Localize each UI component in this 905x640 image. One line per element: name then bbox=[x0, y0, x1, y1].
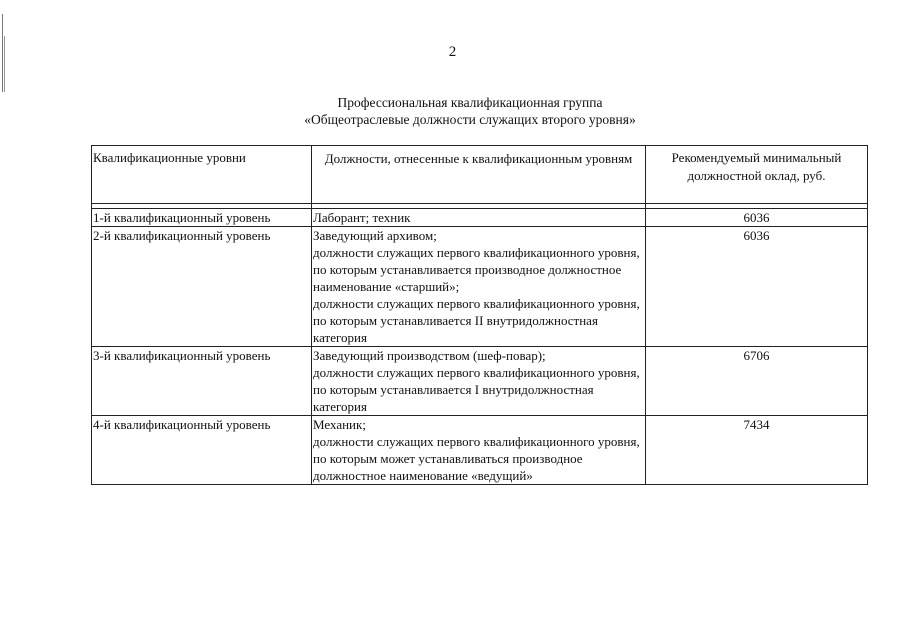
page-number: 2 bbox=[448, 44, 457, 60]
position-text: Механик; bbox=[313, 417, 366, 432]
positions-cell bbox=[312, 209, 646, 227]
level-cell: 4-й квалификационный уровень bbox=[92, 416, 312, 485]
salary-cell: 6036 bbox=[646, 209, 868, 227]
salary-cell: 6036 bbox=[646, 227, 868, 347]
position-text: Лаборант; техник bbox=[313, 210, 411, 225]
title-line-2: «Общеотраслевые должности служащих второго уровня» bbox=[304, 112, 636, 127]
salary-cell: 7434 bbox=[646, 416, 868, 485]
qualification-table bbox=[91, 145, 868, 485]
title-line-1: Профессиональная квалификационная группа bbox=[337, 95, 603, 110]
positions-cell bbox=[312, 347, 646, 416]
header-min-salary: Рекомендуемый минимальный должностной оклад, руб. bbox=[646, 146, 868, 204]
table-row bbox=[92, 227, 868, 347]
position-text: должности служащих первого квалификационного уровня, по которым устанавливается производное должностное наименование «старший»; bbox=[313, 245, 640, 294]
table-row bbox=[92, 209, 868, 227]
position-text: должности служащих первого квалификационного уровня, по которым устанавливается I внутридолжностная категория bbox=[313, 365, 640, 414]
document-title bbox=[0, 94, 905, 128]
level-cell: 1-й квалификационный уровень bbox=[92, 209, 312, 227]
table-row bbox=[92, 416, 868, 485]
header-qualification-levels: Квалификационные уровни bbox=[92, 146, 312, 204]
position-text: должности служащих первого квалификационного уровня, по которым устанавливается II внутридолжностная категория bbox=[313, 296, 640, 345]
salary-cell: 6706 bbox=[646, 347, 868, 416]
table-row bbox=[92, 347, 868, 416]
position-text: должности служащих первого квалификационного уровня, по которым может устанавливаться производное должностное наименование «ведущий» bbox=[313, 434, 640, 483]
level-cell: 3-й квалификационный уровень bbox=[92, 347, 312, 416]
header-positions: Должности, отнесенные к квалификационным уровням bbox=[312, 146, 646, 204]
positions-cell bbox=[312, 227, 646, 347]
table-header-row bbox=[92, 146, 868, 204]
position-text: Заведующий производством (шеф-повар); bbox=[313, 348, 546, 363]
positions-cell bbox=[312, 416, 646, 485]
position-text: Заведующий архивом; bbox=[313, 228, 437, 243]
level-cell: 2-й квалификационный уровень bbox=[92, 227, 312, 347]
